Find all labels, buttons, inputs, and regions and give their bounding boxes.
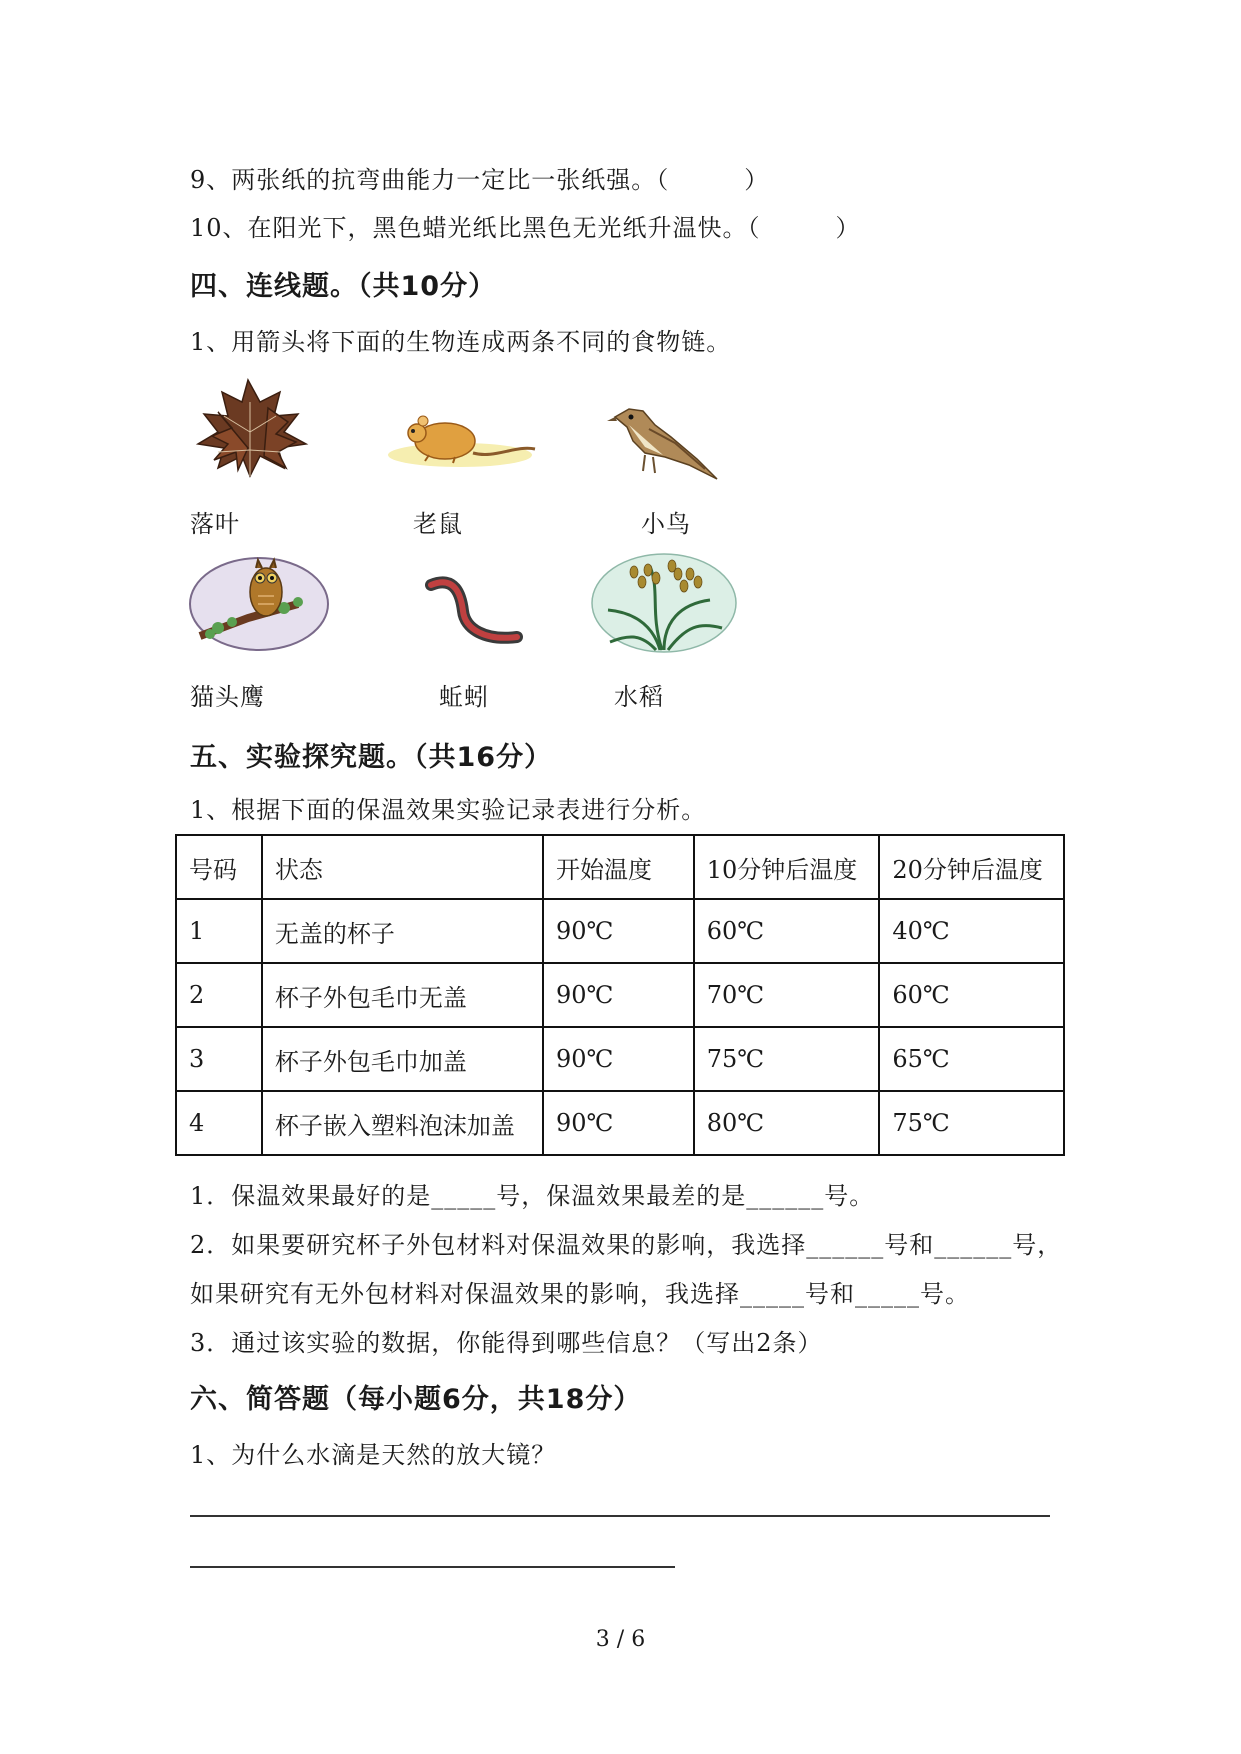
experiment-question: 1、根据下面的保温效果实验记录表进行分析。 [190, 796, 707, 824]
header-20min-temp: 20分钟后温度 [879, 835, 1064, 899]
insulation-record-table [175, 834, 1065, 1156]
table-cell: 40℃ [879, 899, 1064, 963]
table-cell: 杯子外包毛巾无盖 [262, 963, 543, 1027]
table-header-row [176, 835, 1064, 899]
header-number: 号码 [176, 835, 262, 899]
table-cell: 90℃ [543, 1091, 694, 1155]
label-earthworm: 蚯蚓 [439, 683, 489, 711]
table-cell: 无盖的杯子 [262, 899, 543, 963]
label-owl: 猫头鹰 [190, 683, 265, 711]
label-rice: 水稻 [614, 683, 664, 711]
table-cell: 90℃ [543, 1027, 694, 1091]
question-9: 9、两张纸的抗弯曲能力一定比一张纸强。（ ） [190, 166, 770, 194]
earthworm-image [425, 575, 525, 645]
rice-plant-image [590, 552, 738, 654]
answer-line[interactable] [190, 1566, 675, 1568]
header-state: 状态 [262, 835, 543, 899]
bird-image [605, 395, 725, 485]
label-mouse: 老鼠 [413, 510, 463, 538]
section-heading-experiment: 五、实验探究题。（共16分） [190, 742, 553, 773]
experiment-sub-question-2a: 2．如果要研究杯子外包材料对保温效果的影响，我选择______号和______号， [190, 1231, 1063, 1259]
page-number: 3 / 6 [595, 1627, 646, 1652]
table-cell: 80℃ [694, 1091, 880, 1155]
table-cell: 杯子外包毛巾加盖 [262, 1027, 543, 1091]
table-cell: 90℃ [543, 963, 694, 1027]
section-heading-matching: 四、连线题。（共10分） [190, 271, 497, 302]
table-cell: 60℃ [694, 899, 880, 963]
table-cell: 1 [176, 899, 262, 963]
question-10: 10、在阳光下，黑色蜡光纸比黑色无光纸升温快。（ ） [190, 214, 861, 242]
fallen-leaves-image [188, 372, 323, 482]
experiment-sub-question-1: 1．保温效果最好的是_____号，保温效果最差的是______号。 [190, 1182, 875, 1210]
table-row [176, 899, 1064, 963]
table-cell: 65℃ [879, 1027, 1064, 1091]
table-cell: 杯子嵌入塑料泡沫加盖 [262, 1091, 543, 1155]
table-cell: 70℃ [694, 963, 880, 1027]
header-10min-temp: 10分钟后温度 [694, 835, 880, 899]
table-row [176, 1091, 1064, 1155]
table-cell: 75℃ [694, 1027, 880, 1091]
table-cell: 90℃ [543, 899, 694, 963]
table-row [176, 1027, 1064, 1091]
table-cell: 75℃ [879, 1091, 1064, 1155]
table-cell: 60℃ [879, 963, 1064, 1027]
answer-line[interactable] [190, 1515, 1050, 1517]
experiment-sub-question-3: 3．通过该实验的数据，你能得到哪些信息？（写出2条） [190, 1329, 823, 1357]
short-answer-question: 1、为什么水滴是天然的放大镜？ [190, 1441, 557, 1469]
label-fallen-leaves: 落叶 [190, 510, 240, 538]
experiment-sub-question-2b: 如果研究有无外包材料对保温效果的影响，我选择_____号和_____号。 [190, 1280, 970, 1308]
section-heading-short-answer: 六、简答题（每小题6分，共18分） [190, 1384, 642, 1415]
table-cell: 4 [176, 1091, 262, 1155]
table-row [176, 963, 1064, 1027]
mouse-image [385, 405, 545, 475]
matching-question: 1、用箭头将下面的生物连成两条不同的食物链。 [190, 328, 732, 356]
table-cell: 2 [176, 963, 262, 1027]
owl-image [188, 556, 330, 652]
label-bird: 小鸟 [641, 510, 691, 538]
table-cell: 3 [176, 1027, 262, 1091]
header-start-temp: 开始温度 [543, 835, 694, 899]
